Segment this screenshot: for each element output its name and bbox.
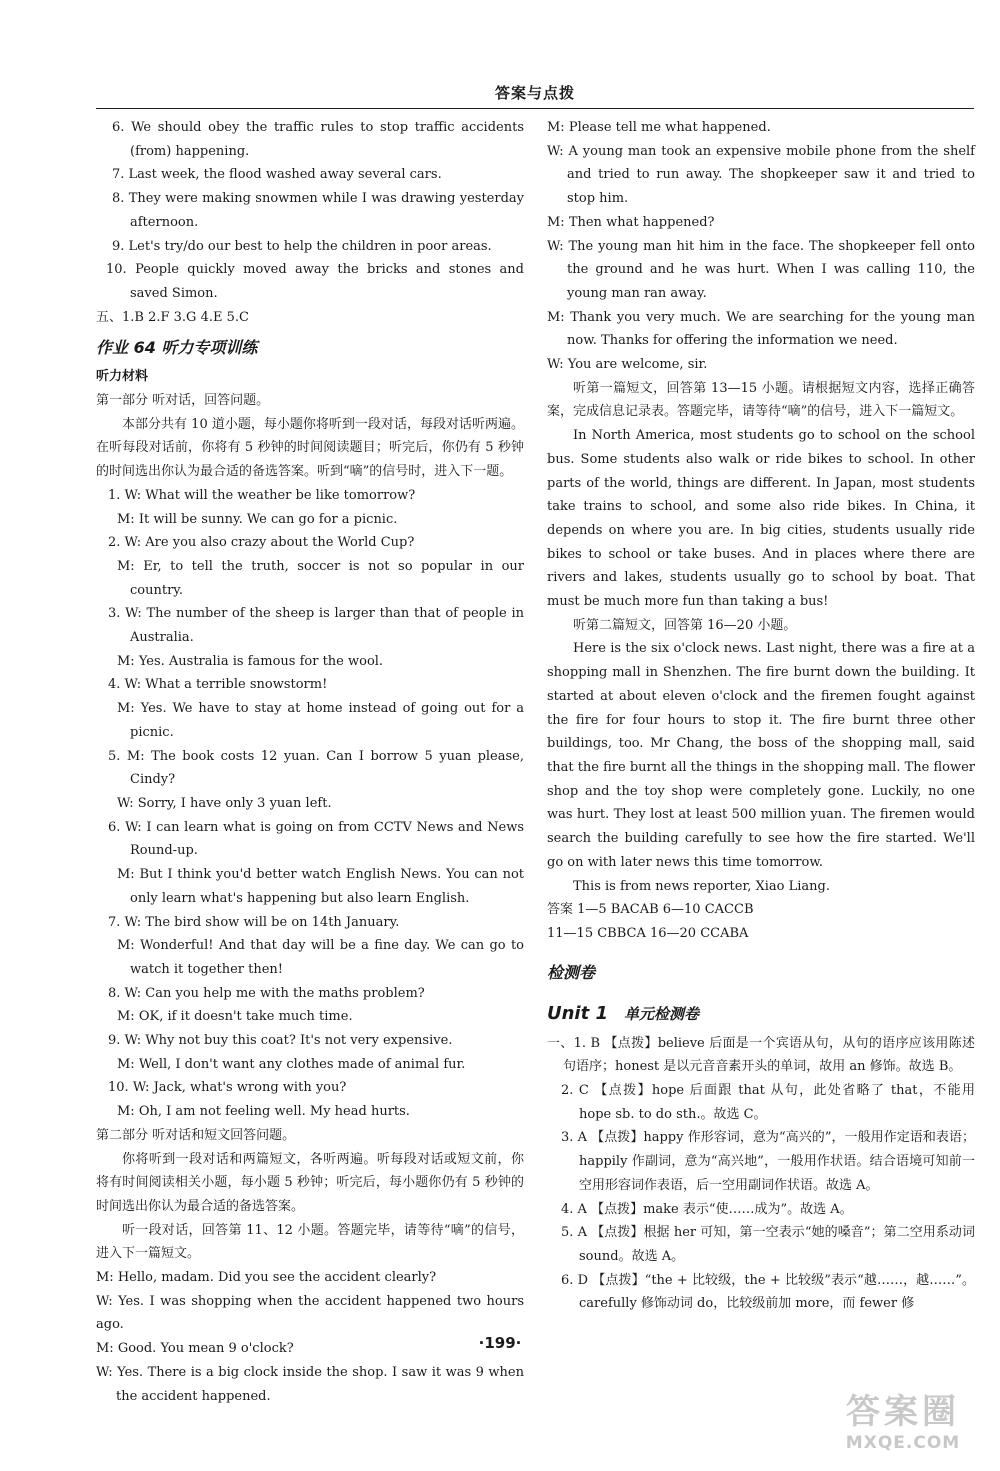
dialog-intro: 听一段对话，回答第 11、12 小题。答题完毕，请等待“嘀”的信号，进入下一篇短文。: [96, 1222, 524, 1262]
conversation-line-8: W: The young man hit him in the face. The shopkeeper fell onto the ground and he was hurt. When I was calling 110, the young man ran away.: [547, 238, 975, 301]
dialogue-10-b: M: Oh, I am not feeling well. My head hurts.: [117, 1104, 410, 1120]
dialogue-2-b: M: Er, to tell the truth, soccer is not so popular in our country.: [117, 558, 524, 598]
dialogue-1-a: 1. W: What will the weather be like tomorrow?: [108, 487, 416, 503]
dialogue-3-b: M: Yes. Australia is famous for the wool.: [117, 653, 384, 669]
note-item-4: 4. A 【点拨】make 表示“使……成为”。故选 A。: [561, 1201, 853, 1217]
conversation-line-2: W: Yes. I was shopping when the accident happened two hours ago.: [96, 1293, 524, 1333]
part2-heading: 第二部分 听对话和短文回答问题。: [96, 1127, 296, 1143]
left-column: [96, 116, 524, 1408]
passage2-text: Here is the six o'clock news. Last night, there was a fire at a shopping mall in Shenzhen. The fire burnt down the building. It started at about eleven o'clock and the firemen fought against the fire for four hours to stop it. The fire burnt three other buildings, too. Mr Chang, the boss of the shopping mall, said that the fire burnt all the things in the shopping mall. The flower shop and the toy shop were completely gone. Luckily, no one was hurt. They lost at least 500 million yuan. The firemen would search the building carefully to see how the fire started. We'll go on with later news this time tomorrow.: [547, 641, 975, 870]
conversation-line-3: M: Good. You mean 9 o'clock?: [96, 1341, 294, 1357]
dialogue-4-b: M: Yes. We have to stay at home instead of going out for a picnic.: [117, 701, 524, 740]
conversation-line-7: M: Then what happened?: [547, 214, 715, 230]
passage1-text: In North America, most students go to school on the school bus. Some students also walk or ride bikes to school. In other parts of the world, things are different. In Japan, most students take trains to school, and some also ride bikes. In China, it depends on where you are. In big cities, students usually ride bikes to school or take buses. And in places where there are rivers and lakes, students usually go to school by boat. That must be much more fun than taking a bus!: [547, 428, 975, 610]
passage2-end: This is from news reporter, Xiao Liang.: [573, 878, 831, 894]
dialogue-6-a: 6. W: I can learn what is going on from CCTV News and News Round-up.: [108, 819, 524, 859]
running-header: 答案与点拨: [96, 82, 974, 109]
dialogue-8-b: M: OK, if it doesn't take much time.: [117, 1009, 353, 1025]
conversation-line-10: W: You are welcome, sir.: [547, 357, 708, 373]
right-column: [547, 116, 975, 1316]
dialogue-9-a: 9. W: Why not buy this coat? It's not very expensive.: [108, 1033, 453, 1049]
conversation-line-9: M: Thank you very much. We are searching for the young man now. Thanks for offering the information we need.: [547, 309, 975, 349]
conversation-line-6: W: A young man took an expensive mobile phone from the shelf and tried to run away. The shopkeeper saw it and tried to stop him.: [547, 143, 975, 207]
part1-heading: 第一部分 听对话，回答问题。: [96, 393, 270, 409]
part1-instructions: 本部分共有 10 道小题，每小题你将听到一段对话，每段对话听两遍。在听每段对话前，你将有 5 秒钟的时间阅读题目；听完后，你仍有 5 秒钟的时间选出你认为最合适的备选答案。听到“嘀”的信号时，进入下一题。: [96, 416, 524, 480]
dialogue-4-a: 4. W: What a terrible snowstorm!: [108, 677, 328, 693]
watermark-logo: [828, 1392, 978, 1460]
conversation-line-1: M: Hello, madam. Did you see the accident clearly?: [96, 1270, 437, 1286]
translation-item-8: 8. They were making snowmen while I was drawing yesterday afternoon.: [112, 191, 524, 230]
dialogue-8-a: 8. W: Can you help me with the maths problem?: [108, 985, 425, 1001]
page-number: ·199·: [478, 1334, 522, 1352]
dialogue-list: [96, 484, 524, 1124]
passage2-intro: 听第二篇短文，回答第 16—20 小题。: [573, 617, 797, 633]
answer-key-line-2: 11—15 CBBCA 16—20 CCABA: [547, 925, 749, 941]
dialogue-5-b: W: Sorry, I have only 3 yuan left.: [117, 795, 332, 811]
dialogue-5-a: 5. M: The book costs 12 yuan. Can I borrow 5 yuan please, Cindy?: [108, 748, 524, 788]
listening-material-label: 听力材料: [96, 369, 149, 385]
passage1-intro: 听第一篇短文，回答第 13—15 小题。请根据短文内容，选择正确答案，完成信息记录表。答题完毕，请等待“嘀”的信号，进入下一篇短文。: [547, 380, 975, 420]
note-item-5: 5. A 【点拨】根据 her 可知，第一空表示“她的嗓音”；第二空用系动词 sound。故选 A。: [561, 1225, 975, 1264]
section-title-homework-64: 作业 64 听力专项训练: [96, 338, 258, 358]
dialogue-7-a: 7. W: The bird show will be on 14th January.: [108, 914, 400, 930]
dialogue-10-a: 10. W: Jack, what's wrong with you?: [108, 1080, 347, 1096]
dialogue-9-b: M: Well, I don't want any clothes made of animal fur.: [117, 1056, 466, 1072]
unit-title: Unit 1 单元检测卷: [547, 1002, 700, 1024]
dialogue-3-a: 3. W: The number of the sheep is larger than that of people in Australia.: [108, 606, 524, 646]
conversation-line-5: M: Please tell me what happened.: [547, 120, 771, 135]
note-item-3: 3. A 【点拨】happy 作形容词，意为“高兴的”，一般用作定语和表语；happily 作副词，意为“高兴地”，一般用作状语。结合语境可知前一空用形容词作表语，后一空用副词作状语。故选 A。: [561, 1130, 975, 1193]
dialogue-1-b: M: It will be sunny. We can go for a picnic.: [117, 511, 398, 527]
note-item-2: 2. C 【点拨】hope 后面跟 that 从句，此处省略了 that，不能用 hope sb. to do sth.。故选 C。: [561, 1083, 976, 1122]
watermark-text: 答案圈: [846, 1392, 960, 1432]
note-item-6: 6. D 【点拨】“the + 比较级，the + 比较级”表示“越……，越……”。carefully 修饰动词 do，比较级前加 more，而 fewer 修: [561, 1272, 975, 1312]
note-item-1: 一、1. B 【点拨】believe 后面是一个宾语从句，从句的语序应该用陈述句语序；honest 是以元音音素开头的单词，故用 an 修饰。故选 B。: [547, 1035, 976, 1075]
watermark-url: MXQE.COM: [845, 1433, 961, 1453]
translation-item-7: 7. Last week, the flood washed away several cars.: [112, 167, 442, 183]
translation-item-10: 10. People quickly moved away the bricks and stones and saved Simon.: [106, 262, 524, 301]
dialogue-6-b: M: But I think you'd better watch English News. You can not only learn what's happening but also learn English.: [117, 867, 524, 906]
conversation-line-4: W: Yes. There is a big clock inside the shop. I saw it was 9 when the accident happened.: [96, 1364, 524, 1404]
translation-item-6: 6. We should obey the traffic rules to stop traffic accidents (from) happening.: [112, 120, 524, 159]
section-title-tests: 检测卷: [547, 962, 596, 982]
part2-instructions: 你将听到一段对话和两篇短文，各听两遍。听每段对话或短文前，你将有时间阅读相关小题，每小题 5 秒钟；听完后，每小题你仍有 5 秒钟的时间选出你认为最合适的备选答案。: [96, 1151, 524, 1214]
answer-key-line-1: 答案 1—5 BACAB 6—10 CACCB: [547, 902, 754, 918]
translation-item-9: 9. Let's try/do our best to help the children in poor areas.: [112, 238, 492, 254]
answers-section-five: 五、1.B 2.F 3.G 4.E 5.C: [96, 309, 249, 325]
dialogue-2-a: 2. W: Are you also crazy about the World Cup?: [108, 535, 415, 551]
dialogue-7-b: M: Wonderful! And that day will be a fine day. We can go to watch it together then!: [117, 938, 524, 977]
